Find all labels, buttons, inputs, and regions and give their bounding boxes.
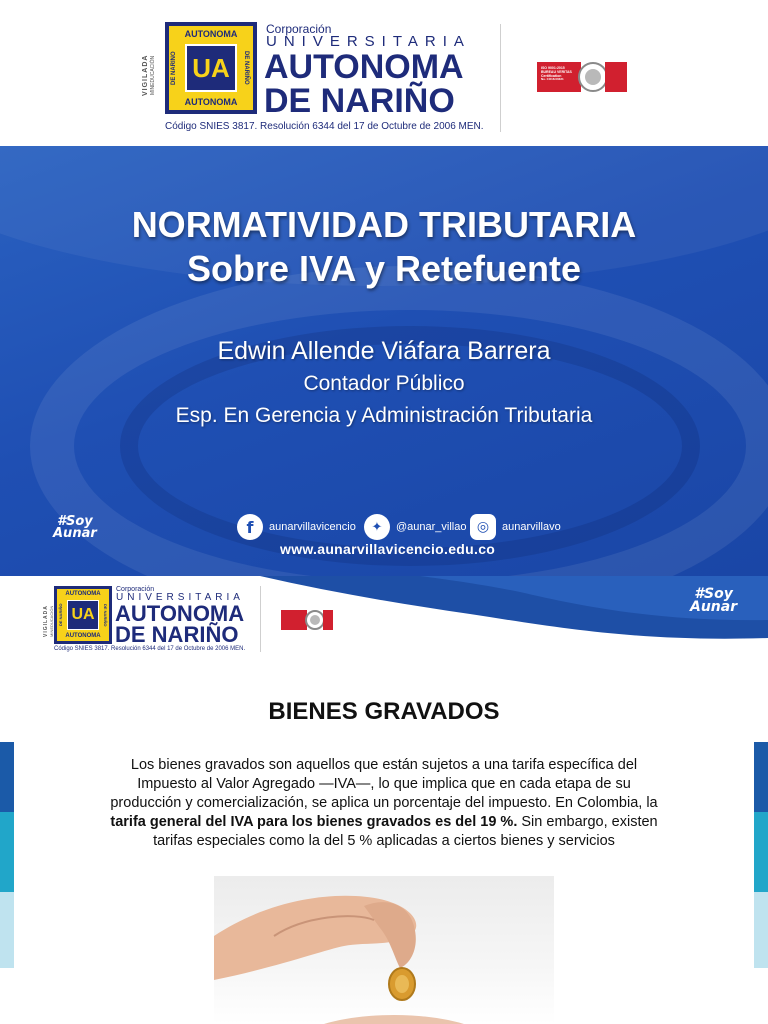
vigilada-sub-text: MINEDUCACIÓN — [49, 605, 54, 637]
instagram-icon: ◎ — [470, 514, 496, 540]
iso-certification-badge — [281, 610, 333, 630]
emblem-top-text: AUTONOMA — [184, 29, 238, 39]
hand-coin-illustration — [214, 876, 554, 1024]
vigilada-text: VIGILADA — [142, 54, 149, 96]
soy-line-1: #Soy — [56, 514, 93, 529]
brand-snies-code: Código SNIES 3817. Resolución 6344 del 17 de Octubre de 2006 MEN. — [165, 121, 484, 132]
cert-red-block — [281, 610, 307, 630]
soy-aunar-logo — [53, 516, 97, 539]
facebook-icon: f — [237, 514, 263, 540]
vigilada-text: VIGILADA — [43, 605, 49, 637]
bureau-veritas-seal-icon — [305, 610, 325, 630]
presentation-title — [0, 203, 768, 291]
facebook-link[interactable] — [237, 514, 356, 540]
soy-line-2: Aunar — [690, 598, 738, 615]
cert-red-tail — [323, 610, 333, 630]
emblem-right-text: DE NARIÑO — [103, 603, 108, 627]
brand-autonoma: AUTONOMA — [264, 48, 464, 86]
university-emblem — [165, 22, 257, 114]
slide-header — [0, 0, 768, 146]
hand-with-coin-photo — [214, 876, 554, 1024]
hero-banner — [0, 146, 768, 576]
vigilada-sub-text: MINEDUCACIÓN — [150, 55, 156, 95]
right-accent-bar-dark — [754, 742, 768, 812]
website-url-link[interactable]: www.aunarvillavicencio.edu.co — [280, 541, 496, 557]
author-name: Edwin Allende Viáfara Barrera — [217, 337, 551, 365]
twitter-handle: @aunar_villao — [396, 521, 467, 533]
content-slide — [0, 576, 768, 1024]
slide-title: BIENES GRAVADOS — [268, 698, 500, 725]
author-specialty: Esp. En Gerencia y Administración Tributaria — [175, 404, 593, 427]
soy-line-2: Aunar — [53, 525, 97, 541]
instagram-handle: aunarvillavo — [502, 521, 561, 533]
twitter-icon: ✦ — [364, 514, 390, 540]
body-text-part-1: Los bienes gravados son aquellos que están sujetos a una tarifa específica del Impuesto al Valor Agregado —IVA—, lo que implica que en cada etapa de su producción y comercialización, se aplica un porcentaje del impuesto. En Colombia, la — [110, 757, 658, 811]
instagram-link[interactable] — [470, 514, 561, 540]
university-emblem — [54, 586, 112, 644]
left-accent-bar-light — [0, 892, 14, 968]
title-line-1: NORMATIVIDAD TRIBUTARIA — [131, 204, 637, 245]
cert-line-2: BUREAU VERITAS — [541, 70, 572, 75]
iso-certification-badge — [537, 62, 627, 92]
left-accent-bar-dark — [0, 742, 14, 812]
emblem-core-text: UA — [71, 606, 95, 623]
facebook-handle: aunarvillavicencio — [269, 521, 356, 533]
emblem-top-text: AUTONOMA — [65, 591, 101, 597]
left-accent-bar-mid — [0, 812, 14, 892]
emblem-core — [185, 44, 237, 92]
twitter-link[interactable] — [364, 514, 467, 540]
cert-number: No. CO18.00321 — [541, 77, 564, 82]
brand-universitaria: UNIVERSITARIA — [266, 33, 471, 50]
emblem-left-text: DE NARIÑO — [171, 51, 177, 85]
title-line-2: Sobre IVA y Retefuente — [186, 248, 582, 289]
brand-narino: DE NARIÑO — [264, 82, 455, 120]
bureau-veritas-seal-icon — [578, 62, 608, 92]
soy-line-1: #Soy — [694, 586, 733, 602]
brand-narino: DE NARIÑO — [115, 622, 239, 647]
author-role: Contador Público — [303, 372, 465, 395]
brand-autonoma: AUTONOMA — [115, 601, 245, 626]
emblem-core — [67, 600, 99, 630]
header-divider — [500, 24, 501, 132]
vigilada-label — [142, 40, 156, 110]
brand-corporacion: Corporación — [266, 22, 332, 36]
cert-red-tail — [605, 62, 627, 92]
soy-aunar-logo — [690, 588, 737, 613]
slide-body-text — [110, 756, 658, 851]
brand-universitaria: UNIVERSITARIA — [116, 592, 244, 603]
header-divider — [260, 586, 261, 652]
emblem-right-text: DE NARIÑO — [243, 51, 249, 85]
emblem-bottom-text: AUTONOMA — [65, 633, 101, 639]
brand-corporacion: Corporación — [116, 586, 155, 593]
right-accent-bar-light — [754, 892, 768, 968]
cert-red-block — [537, 62, 581, 92]
emblem-left-text: DE NARIÑO — [58, 603, 63, 627]
brand-snies-code: Código SNIES 3817. Resolución 6344 del 17 de Octubre de 2006 MEN. — [54, 646, 246, 652]
body-text-part-2: Sin embargo, existen tarifas especiales como la del 5 % aplicadas a ciertos bienes y servicios — [153, 814, 658, 849]
cert-line-1: ISO 9001:2015 — [541, 66, 565, 70]
body-text-bold: tarifa general del IVA para los bienes gravados es del 19 %. — [110, 814, 518, 830]
right-accent-bar-mid — [754, 812, 768, 892]
cert-line-3: Certification — [541, 74, 562, 79]
emblem-core-text: UA — [192, 52, 230, 83]
emblem-bottom-text: AUTONOMA — [184, 97, 238, 107]
